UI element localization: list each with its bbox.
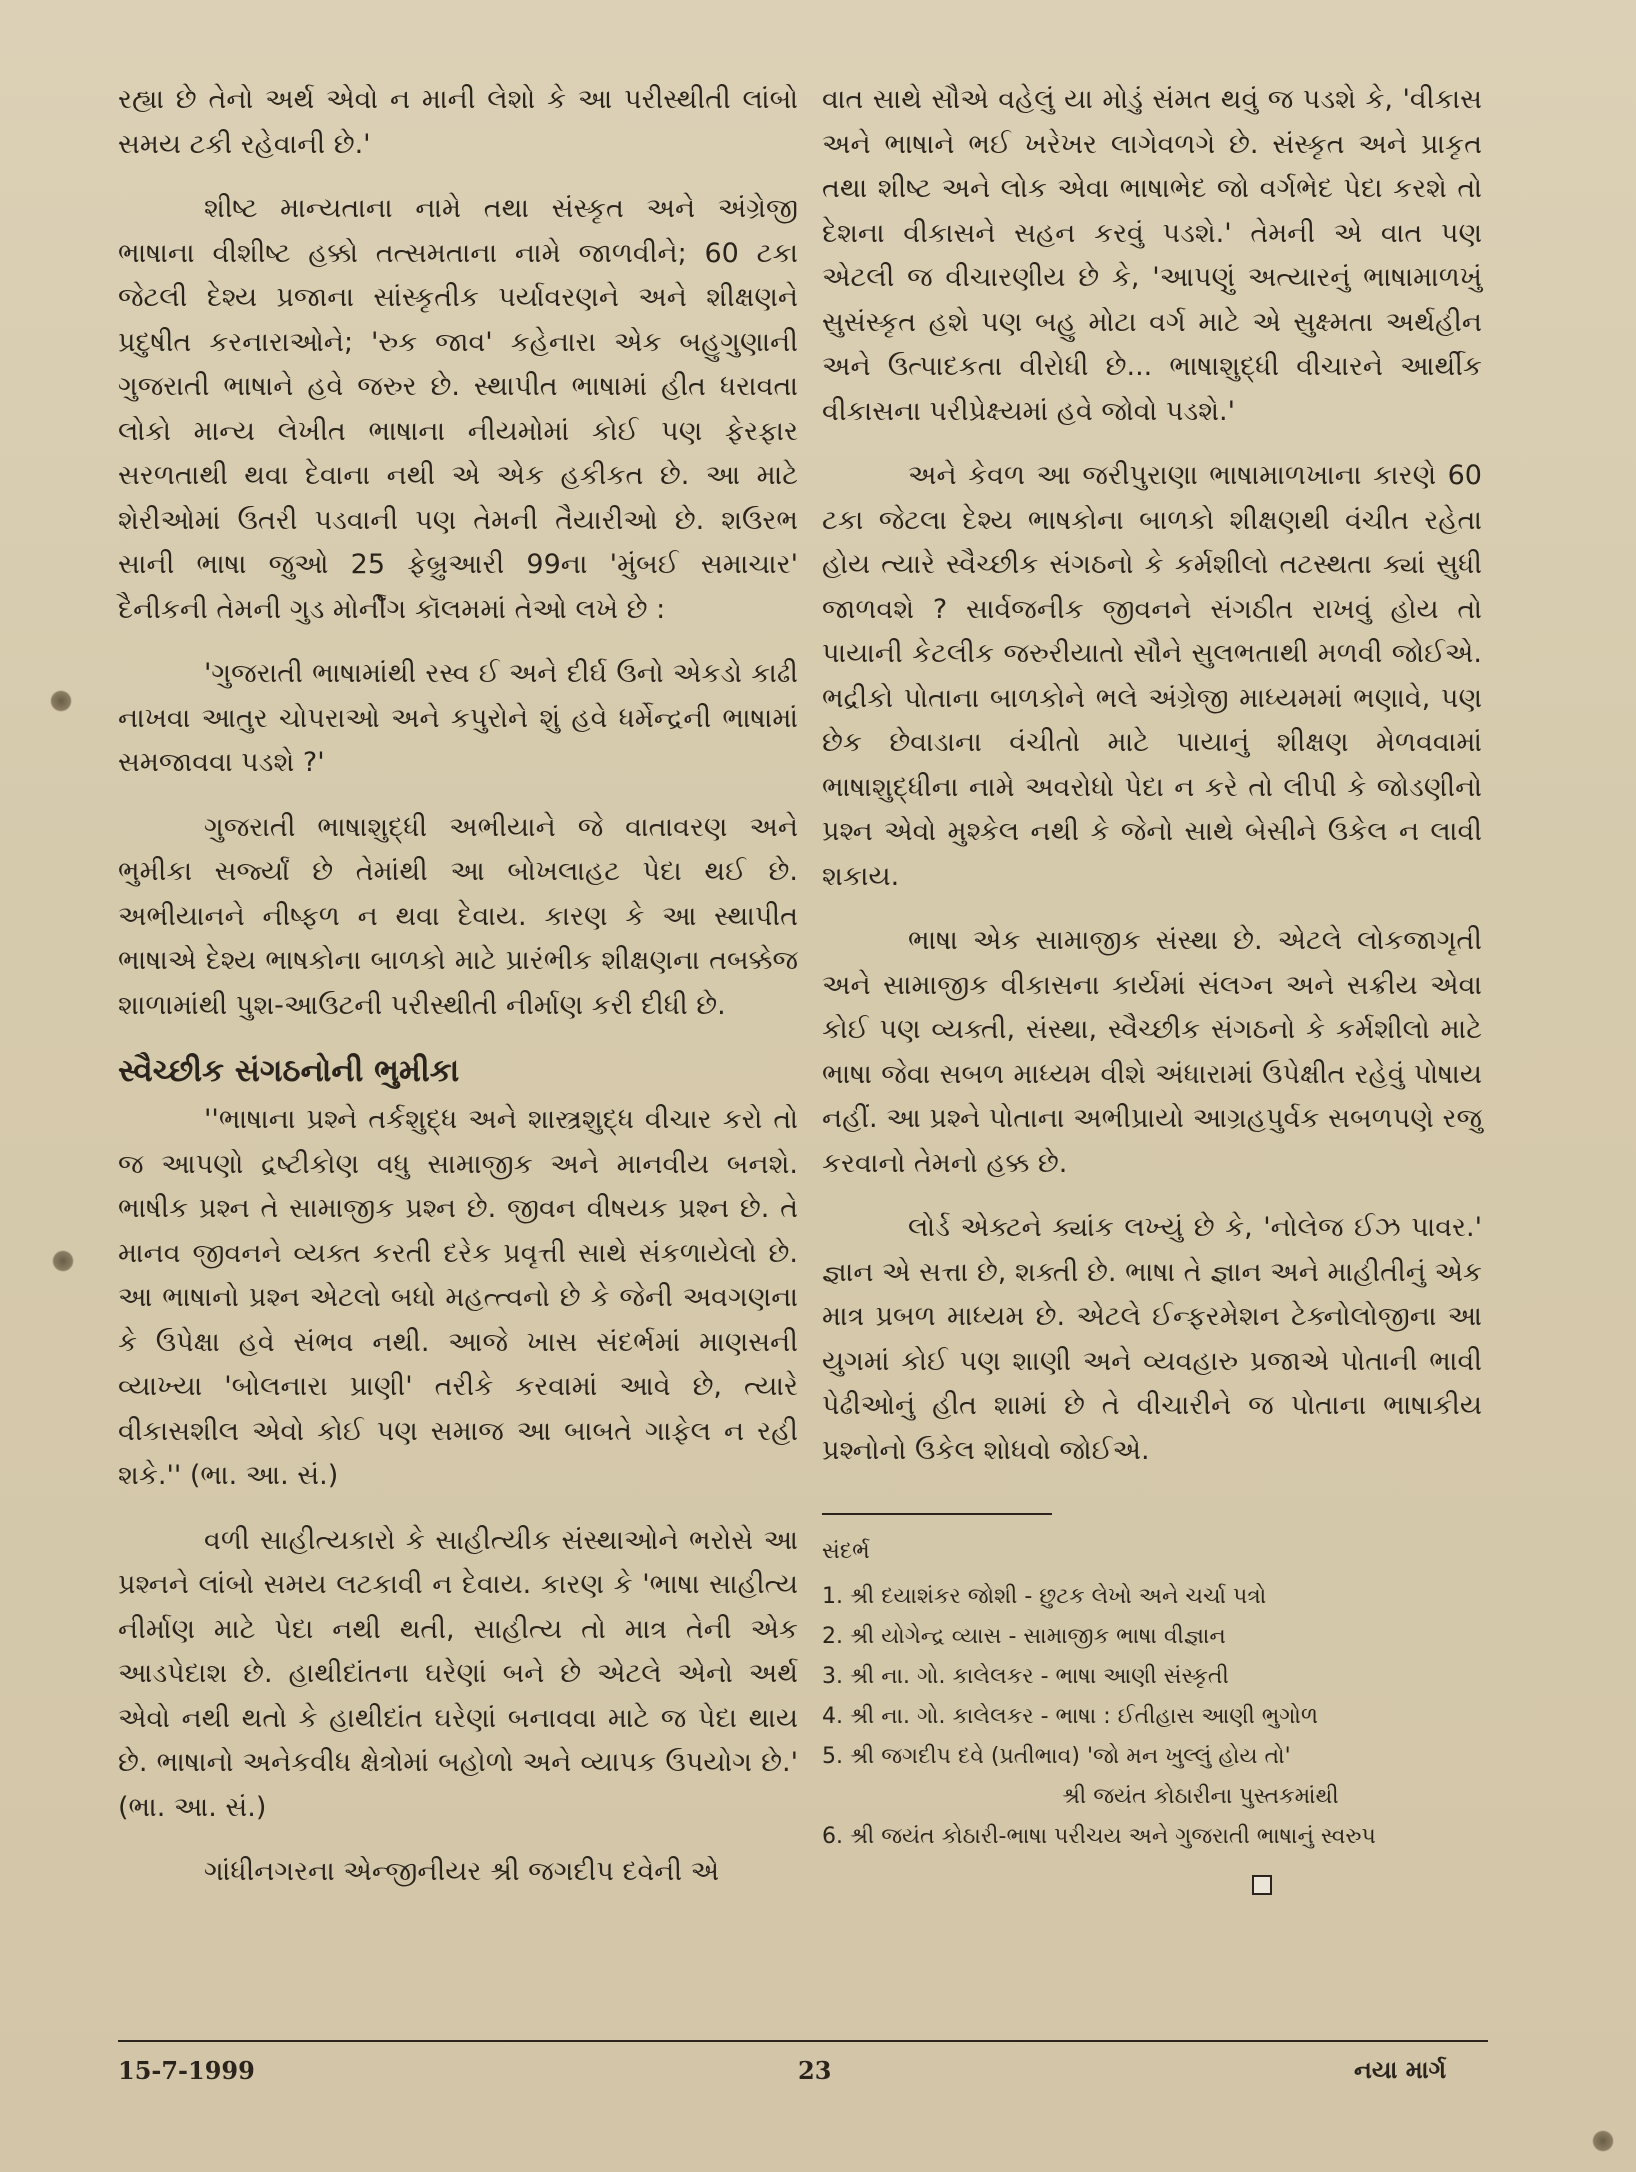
section-heading: સ્વૈચ્છીક સંગઠનોની ભુમીકા: [118, 1053, 460, 1089]
punch-hole-icon: [52, 1250, 74, 1272]
paragraph: ગાંધીનગરના એન્જીનીયર શ્રી જગદીપ દવેની એ: [204, 1856, 720, 1887]
quote-paragraph: ''ભાષાના પ્રશ્ને તર્કશુદ્ધ અને શાસ્ત્રશુદ્ધ વીચાર કરો તો જ આપણો દ્રષ્ટીકોણ વધુ સામાજીક અને માનવીય બનશે. ભાષીક પ્રશ્ન તે સામાજીક પ્રશ્ન છે. જીવન વીષયક પ્રશ્ન છે. તે માનવ જીવનને વ્યક્ત કરતી દરેક પ્રવૃત્તી સાથે સંકળાયેલો છે. આ ભાષાનો પ્રશ્ન એટલો બધો મહત્ત્વનો છે કે જેની અવગણના કે ઉપેક્ષા હવે સંભવ નથી. આજે ખાસ સંદર્ભમાં માણસની વ્યાખ્યા 'બોલનારા પ્રાણી' તરીકે કરવામાં આવે છે, ત્યારે વીકાસશીલ એવો કોઈ પણ સમાજ આ બાબતે ગાફેલ ન રહી શકે.'' (ભા. આ. સં.): [118, 1104, 798, 1491]
reference-item: 3. શ્રી ના. ગો. કાલેલકર - ભાષા આણી સંસ્કૃતી: [822, 1664, 1229, 1689]
paragraph: વળી સાહીત્યકારો કે સાહીત્યીક સંસ્થાઓને ભરોસે આ પ્રશ્નને લાંબો સમય લટકાવી ન દેવાય. કારણ કે 'ભાષા સાહીત્ય નીર્માણ માટે પેદા નથી થતી, સાહીત્ય તો માત્ર તેની એક આડપેદાશ છે. હાથીદાંતના ઘરેણાં બને છે એટલે એનો અર્થ એવો નથી થતો કે હાથીદાંત ઘરેણાં બનાવવા માટે જ પેદા થાય છે. ભાષાનો અનેકવીધ ક્ષેત્રોમાં બહોળો અને વ્યાપક ઉપયોગ છે.' (ભા. આ. સં.): [118, 1524, 798, 1823]
reference-item: 5. શ્રી જગદીપ દવે (પ્રતીભાવ) 'જો મન ખુલ્લું હોય તો': [822, 1744, 1291, 1769]
publication-name: નયા માર્ગ: [1354, 2056, 1447, 2084]
footer-date: 15-7-1999: [118, 2056, 255, 2085]
paragraph: ભાષા એક સામાજીક સંસ્થા છે. એટલે લોકજાગૃતી અને સામાજીક વીકાસના કાર્યમાં સંલગ્ન અને સક્રીય એવા કોઈ પણ વ્યક્તી, સંસ્થા, સ્વૈચ્છીક સંગઠનો કે કર્મશીલો માટે ભાષા જેવા સબળ માધ્યમ વીશે અંધારામાં ઉપેક્ષીત રહેવું પોષાય નહીં. આ પ્રશ્ને પોતાના અભીપ્રાયો આગ્રહપુર્વક સબળપણે રજુ કરવાનો તેમનો હક્ક છે.: [822, 925, 1482, 1179]
paragraph: ગુજરાતી ભાષાશુદ્ધી અભીયાને જે વાતાવરણ અને ભુમીકા સર્જ્યાં છે તેમાંથી આ બોખલાહટ પેદા થઈ છે. અભીયાનને નીષ્ફળ ન થવા દેવાય. કારણ કે આ સ્થાપીત ભાષાએ દેશ્ય ભાષકોના બાળકો માટે પ્રારંભીક શીક્ષણના તબક્કેજ શાળામાંથી પુશ-આઉટની પરીસ્થીતી નીર્માણ કરી દીધી છે.: [118, 811, 798, 1021]
reference-item: 1. શ્રી દયાશંકર જોશી - છુટક લેખો અને ચર્ચા પત્રો: [822, 1584, 1267, 1609]
punch-hole-icon: [1592, 2130, 1614, 2152]
reference-divider: [822, 1513, 1052, 1515]
references-list: [822, 1577, 1482, 1857]
paragraph: રહ્યા છે તેનો અર્થ એવો ન માની લેશો કે આ પરીસ્થીતી લાંબો સમય ટકી રહેવાની છે.': [118, 84, 798, 160]
end-mark-icon: [1252, 1875, 1272, 1895]
left-column: [118, 78, 798, 1915]
references-title: સંદર્ભ: [822, 1539, 870, 1564]
quote-paragraph: 'ગુજરાતી ભાષામાંથી રસ્વ ઈ અને દીર્ઘ ઉનો એકડો કાઢી નાખવા આતુર ચોપરાઓ અને કપુરોને શું હવે ધર્મેન્દ્રની ભાષામાં સમજાવવા પડશે ?': [118, 658, 798, 778]
paragraph: શીષ્ટ માન્યતાના નામે તથા સંસ્કૃત અને અંગ્રેજી ભાષાના વીશીષ્ટ હક્કો તત્સમતાના નામે જાળવીને; 60 ટકા જેટલી દેશ્ય પ્રજાના સાંસ્કૃતીક પર્યાવરણને અને શીક્ષણને પ્રદુષીત કરનારાઓને; 'રુક જાવ' કહેનારા એક બહુગુણાની ગુજરાતી ભાષાને હવે જરુર છે. સ્થાપીત ભાષામાં હીત ધરાવતા લોકો માન્ય લેખીત ભાષાના નીયમોમાં કોઈ પણ ફેરફાર સરળતાથી થવા દેવાના નથી એ એક હકીકત છે. આ માટે શેરીઓમાં ઉતરી પડવાની પણ તેમની તૈયારીઓ છે. શઉરભ સાની ભાષા જુઓ 25 ફેબ્રુઆરી 99ના 'મુંબઈ સમાચાર' દૈનીકની તેમની ગુડ મોર્નીંગ કૉલમમાં તેઓ લખે છે :: [118, 193, 798, 625]
reference-item-continuation: શ્રી જયંત કોઠારીના પુસ્તકમાંથી: [1062, 1784, 1339, 1809]
reference-item: 2. શ્રી યોગેન્દ્ર વ્યાસ - સામાજીક ભાષા વીજ્ઞાન: [822, 1624, 1226, 1649]
page-number: 23: [798, 2056, 832, 2085]
right-column: [822, 78, 1482, 1895]
paragraph: અને કેવળ આ જરીપુરાણા ભાષામાળખાના કારણે 60 ટકા જેટલા દેશ્ય ભાષકોના બાળકો શીક્ષણથી વંચીત રહેતા હોય ત્યારે સ્વૈચ્છીક સંગઠનો કે કર્મશીલો તટસ્થતા ક્યાં સુધી જાળવશે ? સાર્વજનીક જીવનને સંગઠીત રાખવું હોય તો પાયાની કેટલીક જરુરીયાતો સૌને સુલભતાથી મળવી જોઈએ. ભદ્રીકો પોતાના બાળકોને ભલે અંગ્રેજી માધ્યમમાં ભણાવે, પણ છેક છેવાડાના વંચીતો માટે પાયાનું શીક્ષણ મેળવવામાં ભાષાશુદ્ધીના નામે અવરોધો પેદા ન કરે તો લીપી કે જોડણીનો પ્રશ્ન એવો મુશ્કેલ નથી કે જેનો સાથે બેસીને ઉકેલ ન લાવી શકાય.: [822, 460, 1482, 892]
paragraph: વાત સાથે સૌએ વહેલું યા મોડું સંમત થવું જ પડશે કે, 'વીકાસ અને ભાષાને ભઈ ખરેખર લાગેવળગે છે. સંસ્કૃત અને પ્રાકૃત તથા શીષ્ટ અને લોક એવા ભાષાભેદ જો વર્ગભેદ પેદા કરશે તો દેશના વીકાસને સહન કરવું પડશે.' તેમની એ વાત પણ એટલી જ વીચારણીય છે કે, 'આપણું અત્યારનું ભાષામાળખું સુસંસ્કૃત હશે પણ બહુ મોટા વર્ગ માટે એ સુક્ષ્મતા અર્થહીન અને ઉત્પાદકતા વીરોધી છે... ભાષાશુદ્ધી વીચારને આર્થીક વીકાસના પરીપ્રેક્ષ્યમાં હવે જોવો પડશે.': [822, 84, 1482, 427]
reference-item: 6. શ્રી જયંત કોઠારી-ભાષા પરીચય અને ગુજરાતી ભાષાનું સ્વરુપ: [822, 1824, 1376, 1849]
footer-divider: [118, 2040, 1488, 2042]
reference-item: 4. શ્રી ના. ગો. કાલેલકર - ભાષા : ઈતીહાસ આણી ભુગોળ: [822, 1704, 1319, 1729]
punch-hole-icon: [50, 690, 72, 712]
paragraph: લોર્ડ એક્ટને ક્યાંક લખ્યું છે કે, 'નોલેજ ઈઝ પાવર.' જ્ઞાન એ સત્તા છે, શક્તી છે. ભાષા તે જ્ઞાન અને માહીતીનું એક માત્ર પ્રબળ માધ્યમ છે. એટલે ઈન્ફરમેશન ટેક્નોલોજીના આ યુગમાં કોઈ પણ શાણી અને વ્યવહારુ પ્રજાએ પોતાની ભાવી પેઢીઓનું હીત શામાં છે તે વીચારીને જ પોતાના ભાષાકીય પ્રશ્નોનો ઉકેલ શોધવો જોઈએ.: [822, 1212, 1482, 1466]
